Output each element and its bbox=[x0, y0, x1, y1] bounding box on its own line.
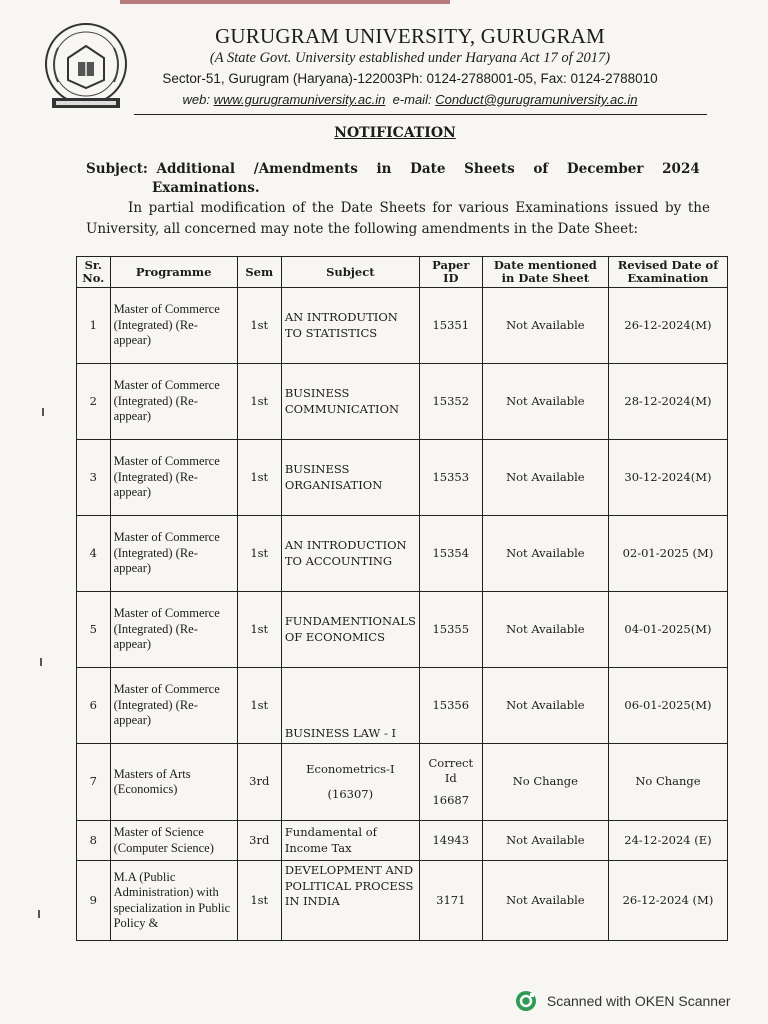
web-label: web: bbox=[182, 92, 210, 107]
cell-subject bbox=[281, 744, 419, 821]
cell-date-mentioned: Not Available bbox=[482, 440, 608, 516]
cell-subject: AN INTRODUTION TO STATISTICS bbox=[281, 288, 419, 364]
cell-sem: 1st bbox=[237, 288, 281, 364]
cell-programme: Master of Commerce (Integrated) (Re-appear) bbox=[110, 668, 237, 744]
header-sr-no: Sr. No. bbox=[77, 257, 111, 288]
cell-date-mentioned: No Change bbox=[482, 744, 608, 821]
cell-revised-date: 26-12-2024 (M) bbox=[608, 861, 727, 941]
university-name: GURUGRAM UNIVERSITY, GURUGRAM bbox=[215, 24, 605, 48]
scanner-logo-icon bbox=[515, 990, 537, 1012]
scan-speck bbox=[40, 658, 42, 666]
university-logo-icon bbox=[38, 18, 134, 114]
header-subject: Subject bbox=[281, 257, 419, 288]
header-paper-id: Paper ID bbox=[419, 257, 482, 288]
cell-programme: Master of Commerce (Integrated) (Re-appear) bbox=[110, 440, 237, 516]
table-row bbox=[77, 364, 728, 440]
cell-programme: Master of Science (Computer Science) bbox=[110, 821, 237, 861]
cell-sr: 7 bbox=[77, 744, 111, 821]
cell-revised-date: 30-12-2024(M) bbox=[608, 440, 727, 516]
cell-subject: FUNDAMENTIONALS OF ECONOMICS bbox=[281, 592, 419, 668]
cell-sr: 9 bbox=[77, 861, 111, 941]
subject-line-2: Examinations. bbox=[152, 180, 260, 196]
cell-subject: Fundamental of Income Tax bbox=[281, 821, 419, 861]
notification-title: NOTIFICATION bbox=[334, 125, 456, 141]
table-row bbox=[77, 516, 728, 592]
cell-sem: 1st bbox=[237, 592, 281, 668]
cell-sr: 5 bbox=[77, 592, 111, 668]
website-link[interactable]: www.gurugramuniversity.ac.in bbox=[213, 92, 386, 107]
header-revised-date: Revised Date of Examination bbox=[608, 257, 727, 288]
cell-paper-id: 3171 bbox=[419, 861, 482, 941]
cell-date-mentioned: Not Available bbox=[482, 364, 608, 440]
table-row bbox=[77, 861, 728, 941]
table-row bbox=[77, 668, 728, 744]
cell-revised-date: 04-01-2025(M) bbox=[608, 592, 727, 668]
cell-sem: 1st bbox=[237, 668, 281, 744]
paper-id-value: 16687 bbox=[432, 792, 470, 807]
cell-subject: BUSINESS COMMUNICATION bbox=[281, 364, 419, 440]
header-divider bbox=[134, 114, 707, 115]
cell-sem: 1st bbox=[237, 364, 281, 440]
scan-speck bbox=[42, 408, 44, 416]
subject-note: (16307) bbox=[327, 787, 374, 801]
cell-subject: AN INTRODUCTION TO ACCOUNTING bbox=[281, 516, 419, 592]
cell-programme: Master of Commerce (Integrated) (Re-appear) bbox=[110, 592, 237, 668]
cell-paper-id: 15354 bbox=[419, 516, 482, 592]
cell-sem: 3rd bbox=[237, 821, 281, 861]
cell-paper-id: 15353 bbox=[419, 440, 482, 516]
cell-revised-date: No Change bbox=[608, 744, 727, 821]
amendments-table bbox=[76, 256, 728, 941]
intro-paragraph: In partial modification of the Date Sheets for various Examinations issued by the University, all concerned may note the following amendments in the Date Sheet: bbox=[86, 200, 710, 237]
cell-sr: 4 bbox=[77, 516, 111, 592]
header-programme: Programme bbox=[110, 257, 237, 288]
cell-date-mentioned: Not Available bbox=[482, 592, 608, 668]
cell-date-mentioned: Not Available bbox=[482, 516, 608, 592]
cell-date-mentioned: Not Available bbox=[482, 821, 608, 861]
cell-sem: 3rd bbox=[237, 744, 281, 821]
header-sem: Sem bbox=[237, 257, 281, 288]
cell-sr: 3 bbox=[77, 440, 111, 516]
cell-programme: M.A (Public Administration) with specialization in Public Policy & bbox=[110, 861, 237, 941]
subject-name: Econometrics-I bbox=[306, 761, 395, 776]
table-row bbox=[77, 288, 728, 364]
cell-sem: 1st bbox=[237, 861, 281, 941]
cell-date-mentioned: Not Available bbox=[482, 668, 608, 744]
email-label: e-mail: bbox=[392, 92, 432, 107]
cell-programme: Masters of Arts (Economics) bbox=[110, 744, 237, 821]
cell-paper-id: 15356 bbox=[419, 668, 482, 744]
cell-sr: 6 bbox=[77, 668, 111, 744]
cell-sr: 2 bbox=[77, 364, 111, 440]
header-date-mentioned: Date mentioned in Date Sheet bbox=[482, 257, 608, 288]
cell-programme: Master of Commerce (Integrated) (Re-appear) bbox=[110, 364, 237, 440]
table-row bbox=[77, 744, 728, 821]
cell-programme: Master of Commerce (Integrated) (Re-appear) bbox=[110, 516, 237, 592]
cell-paper-id: 14943 bbox=[419, 821, 482, 861]
university-address: Sector-51, Gurugram (Haryana)-122003Ph: 0124-2788001-05, Fax: 0124-2788010 bbox=[162, 71, 658, 86]
subject-line-1: Additional /Amendments in Date Sheets of December 2024 bbox=[156, 161, 700, 177]
email-link[interactable]: Conduct@gurugramuniversity.ac.in bbox=[435, 92, 638, 107]
subject-block bbox=[86, 160, 710, 198]
cell-revised-date: 24-12-2024 (E) bbox=[608, 821, 727, 861]
cell-subject: DEVELOPMENT AND POLITICAL PROCESS IN INDIA bbox=[281, 861, 419, 941]
contact-line bbox=[150, 92, 670, 107]
subject-label: Subject: bbox=[86, 161, 148, 177]
cell-revised-date: 28-12-2024(M) bbox=[608, 364, 727, 440]
cell-sr: 1 bbox=[77, 288, 111, 364]
cell-sem: 1st bbox=[237, 440, 281, 516]
paper-id-label: Correct Id bbox=[428, 755, 474, 786]
scanner-badge bbox=[515, 990, 765, 1014]
table-row bbox=[77, 821, 728, 861]
university-subtitle: (A State Govt. University established under Haryana Act 17 of 2017) bbox=[209, 50, 611, 66]
cell-paper-id: 15352 bbox=[419, 364, 482, 440]
cell-paper-id: 15351 bbox=[419, 288, 482, 364]
cell-revised-date: 06-01-2025(M) bbox=[608, 668, 727, 744]
cell-date-mentioned: Not Available bbox=[482, 861, 608, 941]
scanner-badge-text: Scanned with OKEN Scanner bbox=[546, 993, 731, 1009]
cell-subject: BUSINESS ORGANISATION bbox=[281, 440, 419, 516]
cell-date-mentioned: Not Available bbox=[482, 288, 608, 364]
cell-subject: BUSINESS LAW - I bbox=[281, 668, 419, 744]
top-edge-mark bbox=[120, 0, 450, 4]
table-header-row bbox=[77, 257, 728, 288]
table-row bbox=[77, 440, 728, 516]
table-row bbox=[77, 592, 728, 668]
cell-revised-date: 26-12-2024(M) bbox=[608, 288, 727, 364]
cell-programme: Master of Commerce (Integrated) (Re-appear) bbox=[110, 288, 237, 364]
cell-paper-id: 15355 bbox=[419, 592, 482, 668]
cell-revised-date: 02-01-2025 (M) bbox=[608, 516, 727, 592]
cell-sem: 1st bbox=[237, 516, 281, 592]
cell-paper-id bbox=[419, 744, 482, 821]
scan-speck bbox=[38, 910, 40, 918]
cell-sr: 8 bbox=[77, 821, 111, 861]
